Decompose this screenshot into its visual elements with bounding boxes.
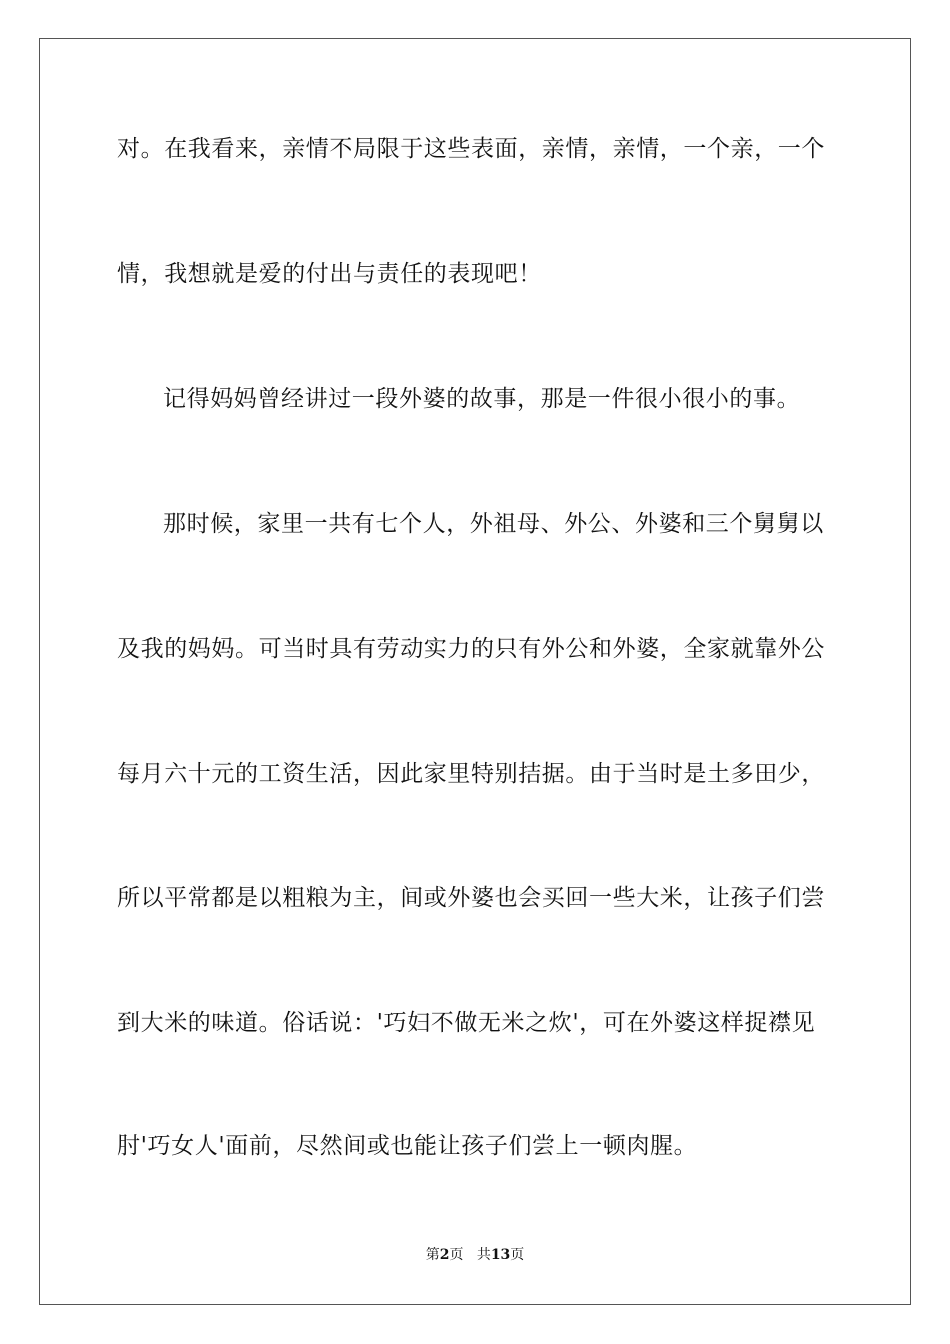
text-line-9: 肘'巧女人'面前，尽然间或也能让孩子们尝上一顿肉腥。	[117, 1133, 698, 1159]
page-number: 2	[439, 1247, 450, 1263]
page-footer	[0, 1246, 950, 1264]
total-pages: 13	[490, 1247, 511, 1263]
text-line-6: 每月六十元的工资生活，因此家里特别拮据。由于当时是土多田少，	[117, 761, 825, 787]
page-border	[39, 38, 911, 1305]
page-suffix: 页	[449, 1247, 464, 1263]
text-line-1: 对。在我看来，亲情不局限于这些表面，亲情，亲情，一个亲，一个	[117, 136, 825, 162]
text-line-2: 情，我想就是爱的付出与责任的表现吧！	[117, 261, 542, 287]
total-prefix: 共	[476, 1247, 491, 1263]
text-line-5: 及我的妈妈。可当时具有劳动实力的只有外公和外婆，全家就靠外公	[117, 636, 825, 662]
page-prefix: 第	[425, 1247, 440, 1263]
text-line-8: 到大米的味道。俗话说：'巧妇不做无米之炊'，可在外婆这样捉襟见	[117, 1010, 816, 1036]
total-suffix: 页	[510, 1247, 525, 1263]
text-line-7: 所以平常都是以粗粮为主，间或外婆也会买回一些大米，让孩子们尝	[117, 885, 825, 911]
text-line-4: 那时候，家里一共有七个人，外祖母、外公、外婆和三个舅舅以	[163, 511, 824, 537]
text-line-3: 记得妈妈曾经讲过一段外婆的故事，那是一件很小很小的事。	[163, 386, 801, 412]
